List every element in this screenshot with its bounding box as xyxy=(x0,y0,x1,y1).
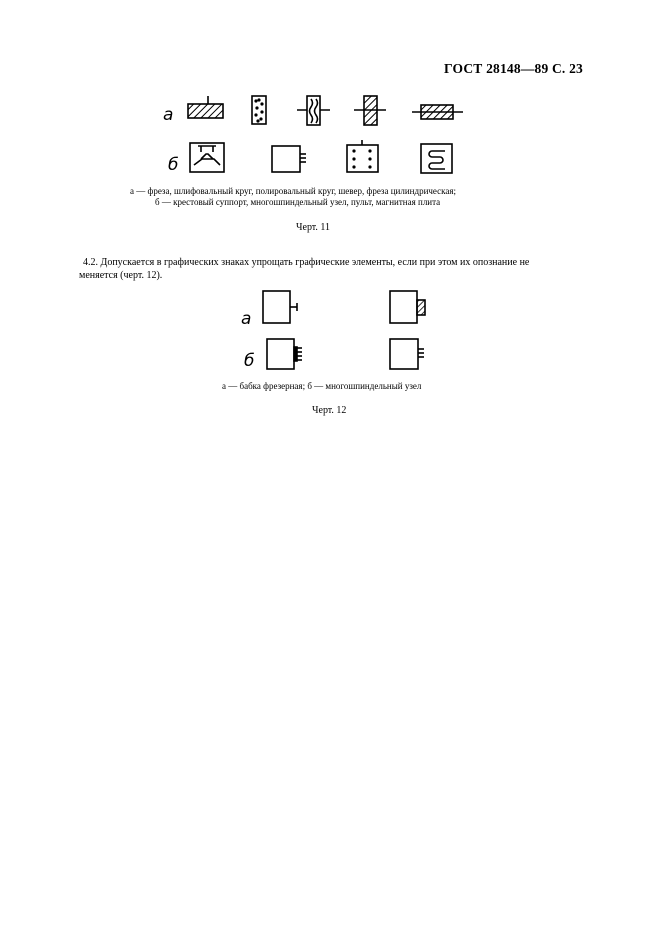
multispindle-unit-symbol-simplified xyxy=(267,339,302,369)
fig12-caption: а — бабка фрезерная; б — многошпиндельный узел xyxy=(222,381,422,391)
multispindle-unit-symbol xyxy=(272,146,306,172)
cross-slide-symbol xyxy=(190,143,224,172)
milling-head-symbol-simplified xyxy=(263,291,297,323)
fig12-row-b-letter: б xyxy=(244,351,255,371)
milling-cutter-symbol xyxy=(188,96,223,118)
figure-12-symbols xyxy=(0,270,661,380)
milling-head-symbol-full xyxy=(390,291,425,323)
fig11-row-a-letter: а xyxy=(163,105,174,125)
fig11-caption-line1: а — фреза, шлифовальный круг, полировальный круг, шевер, фреза цилиндрическая; xyxy=(130,186,456,196)
page-header: ГОСТ 28148—89 С. 23 xyxy=(444,61,583,76)
fig11-row-b-letter: б xyxy=(168,155,179,175)
multispindle-unit-symbol-full xyxy=(390,339,424,369)
fig11-caption-line2: б — крестовый суппорт, многошпиндельный узел, пульт, магнитная плита xyxy=(155,197,441,207)
magnetic-plate-symbol xyxy=(421,144,452,173)
fig12-row-a-letter: а xyxy=(241,309,252,329)
cylindrical-cutter-symbol xyxy=(412,105,463,119)
paragraph-line2: меняется (черт. 12). xyxy=(79,270,163,281)
polishing-wheel-symbol xyxy=(297,96,330,125)
control-panel-symbol xyxy=(347,140,378,172)
grinding-wheel-symbol xyxy=(252,96,266,124)
fig12-label: Черт. 12 xyxy=(312,405,347,416)
paragraph-line1: 4.2. Допускается в графических знаках упрощать графические элементы, если при этом их опознание не xyxy=(83,257,530,268)
shaver-symbol xyxy=(354,96,386,125)
fig11-label: Черт. 11 xyxy=(296,222,331,233)
figure-11-symbols xyxy=(0,0,661,200)
